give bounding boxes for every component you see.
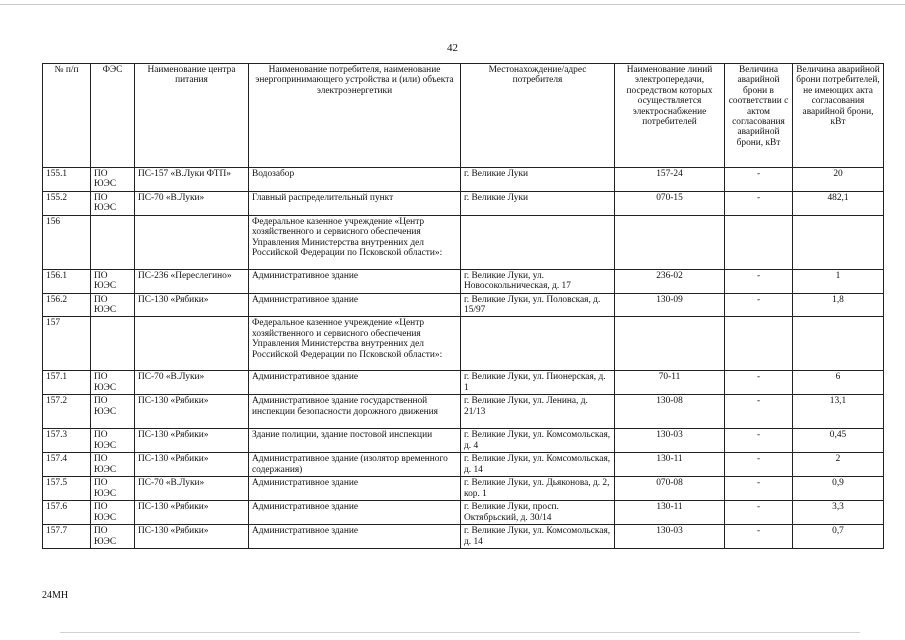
table-body	[43, 168, 884, 549]
table-cell: 157.4	[43, 453, 91, 477]
table-cell: -	[725, 501, 793, 525]
table-cell: 6	[793, 371, 884, 395]
table-cell: 157	[43, 317, 91, 371]
table-cell: ПО ЮЭС	[91, 293, 135, 317]
table-cell: Водозабор	[249, 168, 461, 192]
table-row	[43, 269, 884, 293]
table-cell: ПО ЮЭС	[91, 477, 135, 501]
table-cell: 0,7	[793, 525, 884, 549]
table-cell: 157.6	[43, 501, 91, 525]
header-cell: ФЭС	[91, 64, 135, 168]
table-cell: Административное здание	[249, 371, 461, 395]
table-cell: ПО ЮЭС	[91, 168, 135, 192]
table-row	[43, 525, 884, 549]
table-cell: 157.2	[43, 395, 91, 429]
table-row	[43, 453, 884, 477]
table-cell: ПС-130 «Рябики»	[135, 453, 249, 477]
table-cell: г. Великие Луки	[461, 168, 615, 192]
table-cell: ПО ЮЭС	[91, 453, 135, 477]
table-cell: Главный распределительный пункт	[249, 192, 461, 216]
table-cell: -	[725, 192, 793, 216]
table-cell: г. Великие Луки	[461, 192, 615, 216]
header-cell: Величина аварийной брони в соответствии с актом согласования аварийной брони, кВт	[725, 64, 793, 168]
table-row	[43, 477, 884, 501]
table-row	[43, 395, 884, 429]
table-cell: г. Великие Луки, ул. Комсомольская, д. 14	[461, 453, 615, 477]
table-cell: -	[725, 293, 793, 317]
table-cell: г. Великие Луки, ул. Пионерская, д. 1	[461, 371, 615, 395]
table-cell: ПС-157 «В.Луки ФТП»	[135, 168, 249, 192]
table-cell	[793, 215, 884, 269]
table-cell: 156	[43, 215, 91, 269]
table-cell: 157.7	[43, 525, 91, 549]
table-cell: г. Великие Луки, ул. Дьяконова, д. 2, кор. 1	[461, 477, 615, 501]
table-cell: -	[725, 525, 793, 549]
table-cell: ПО ЮЭС	[91, 192, 135, 216]
table-cell: г. Великие Луки, ул. Комсомольская, д. 4	[461, 429, 615, 453]
table-cell: ПО ЮЭС	[91, 395, 135, 429]
table-cell: 482,1	[793, 192, 884, 216]
table-cell: 157.3	[43, 429, 91, 453]
table-header-row	[43, 64, 884, 168]
table-cell: ПС-130 «Рябики»	[135, 395, 249, 429]
table-cell: 157.1	[43, 371, 91, 395]
header-cell: Наименование линий электропередачи, посредством которых осуществляется электроснабжение потребителей	[615, 64, 725, 168]
table-cell: г. Великие Луки, ул. Половская, д. 15/97	[461, 293, 615, 317]
table-cell: ПС-70 «В.Луки»	[135, 371, 249, 395]
table-cell: -	[725, 395, 793, 429]
table-row	[43, 168, 884, 192]
table-cell: Федеральное казенное учреждение «Центр хозяйственного и сервисного обеспечения Управления Министерства внутренних дел Российской Федерации по Псковской области»:	[249, 215, 461, 269]
table-cell	[461, 215, 615, 269]
table-cell: 1,8	[793, 293, 884, 317]
table-cell: 130-03	[615, 429, 725, 453]
table-cell: ПС-70 «В.Луки»	[135, 477, 249, 501]
table-cell: ПО ЮЭС	[91, 525, 135, 549]
table-cell: Административное здание	[249, 477, 461, 501]
table-cell: -	[725, 371, 793, 395]
consumers-table	[42, 63, 884, 549]
table-cell: Здание полиции, здание постовой инспекции	[249, 429, 461, 453]
table-cell: 070-15	[615, 192, 725, 216]
table-cell	[91, 215, 135, 269]
table-cell: г. Великие Луки, ул. Ленина, д. 21/13	[461, 395, 615, 429]
header-cell: № п/п	[43, 64, 91, 168]
table-cell: 157.5	[43, 477, 91, 501]
table-cell: ПС-130 «Рябики»	[135, 501, 249, 525]
table-cell: г. Великие Луки, просп. Октябрьский, д. 30/14	[461, 501, 615, 525]
table-cell: 20	[793, 168, 884, 192]
table-cell: 130-11	[615, 501, 725, 525]
table-cell: 2	[793, 453, 884, 477]
table-cell: -	[725, 453, 793, 477]
table-cell: -	[725, 269, 793, 293]
table-cell: 0,45	[793, 429, 884, 453]
table-cell	[135, 215, 249, 269]
table-row	[43, 317, 884, 371]
table-cell: 155.1	[43, 168, 91, 192]
table-cell: Административное здание	[249, 293, 461, 317]
table-cell	[615, 215, 725, 269]
table-cell: -	[725, 477, 793, 501]
table-cell	[725, 215, 793, 269]
table-cell: -	[725, 168, 793, 192]
table-row	[43, 371, 884, 395]
table-cell	[615, 317, 725, 371]
table-cell: ПС-70 «В.Луки»	[135, 192, 249, 216]
table-row	[43, 192, 884, 216]
table-cell: 156.1	[43, 269, 91, 293]
table-row	[43, 429, 884, 453]
table-cell: ПО ЮЭС	[91, 269, 135, 293]
footer-code: 24МН	[42, 590, 69, 601]
table-cell	[725, 317, 793, 371]
table-cell: 0,9	[793, 477, 884, 501]
table-cell: ПС-236 «Переслегино»	[135, 269, 249, 293]
table-cell: Федеральное казенное учреждение «Центр хозяйственного и сервисного обеспечения Управления Министерства внутренних дел Российской Федерации по Псковской области»:	[249, 317, 461, 371]
table-cell: г. Великие Луки, ул. Комсомольская, д. 14	[461, 525, 615, 549]
table-cell: 070-08	[615, 477, 725, 501]
table-cell: Административное здание	[249, 525, 461, 549]
table-cell: ПО ЮЭС	[91, 501, 135, 525]
table-cell: 236-02	[615, 269, 725, 293]
table-cell: 156.2	[43, 293, 91, 317]
header-cell: Наименование центра питания	[135, 64, 249, 168]
table-cell: ПО ЮЭС	[91, 429, 135, 453]
table-cell: ПС-130 «Рябики»	[135, 429, 249, 453]
table-cell: Административное здание	[249, 501, 461, 525]
table-cell: -	[725, 429, 793, 453]
scan-edge-bottom	[60, 632, 860, 633]
table-cell	[91, 317, 135, 371]
table-cell: 155.2	[43, 192, 91, 216]
table-cell: Административное здание (изолятор временного содержания)	[249, 453, 461, 477]
table-cell: 130-11	[615, 453, 725, 477]
table-cell	[461, 317, 615, 371]
table-cell: ПС-130 «Рябики»	[135, 525, 249, 549]
table-cell: ПО ЮЭС	[91, 371, 135, 395]
table-row	[43, 293, 884, 317]
table-cell: Административное здание государственной инспекции безопасности дорожного движения	[249, 395, 461, 429]
table-cell: 13,1	[793, 395, 884, 429]
table-cell	[135, 317, 249, 371]
table-cell: Административное здание	[249, 269, 461, 293]
table-cell: 3,3	[793, 501, 884, 525]
table-cell: 130-09	[615, 293, 725, 317]
header-cell: Местонахождение/адрес потребителя	[461, 64, 615, 168]
table-cell: 1	[793, 269, 884, 293]
header-cell: Наименование потребителя, наименование энергопринимающего устройства и (или) объекта электроэнергетики	[249, 64, 461, 168]
header-cell: Величина аварийной брони потребителей, не имеющих акта согласования аварийной брони, кВт	[793, 64, 884, 168]
scan-edge-top	[0, 4, 905, 5]
table-cell: ПС-130 «Рябики»	[135, 293, 249, 317]
table-cell	[793, 317, 884, 371]
page-number: 42	[447, 42, 458, 54]
table-cell: 130-08	[615, 395, 725, 429]
table-cell: 130-03	[615, 525, 725, 549]
table-cell: г. Великие Луки, ул. Новосокольническая, д. 17	[461, 269, 615, 293]
table-cell: 70-11	[615, 371, 725, 395]
table-row	[43, 215, 884, 269]
table-row	[43, 501, 884, 525]
table-cell: 157-24	[615, 168, 725, 192]
